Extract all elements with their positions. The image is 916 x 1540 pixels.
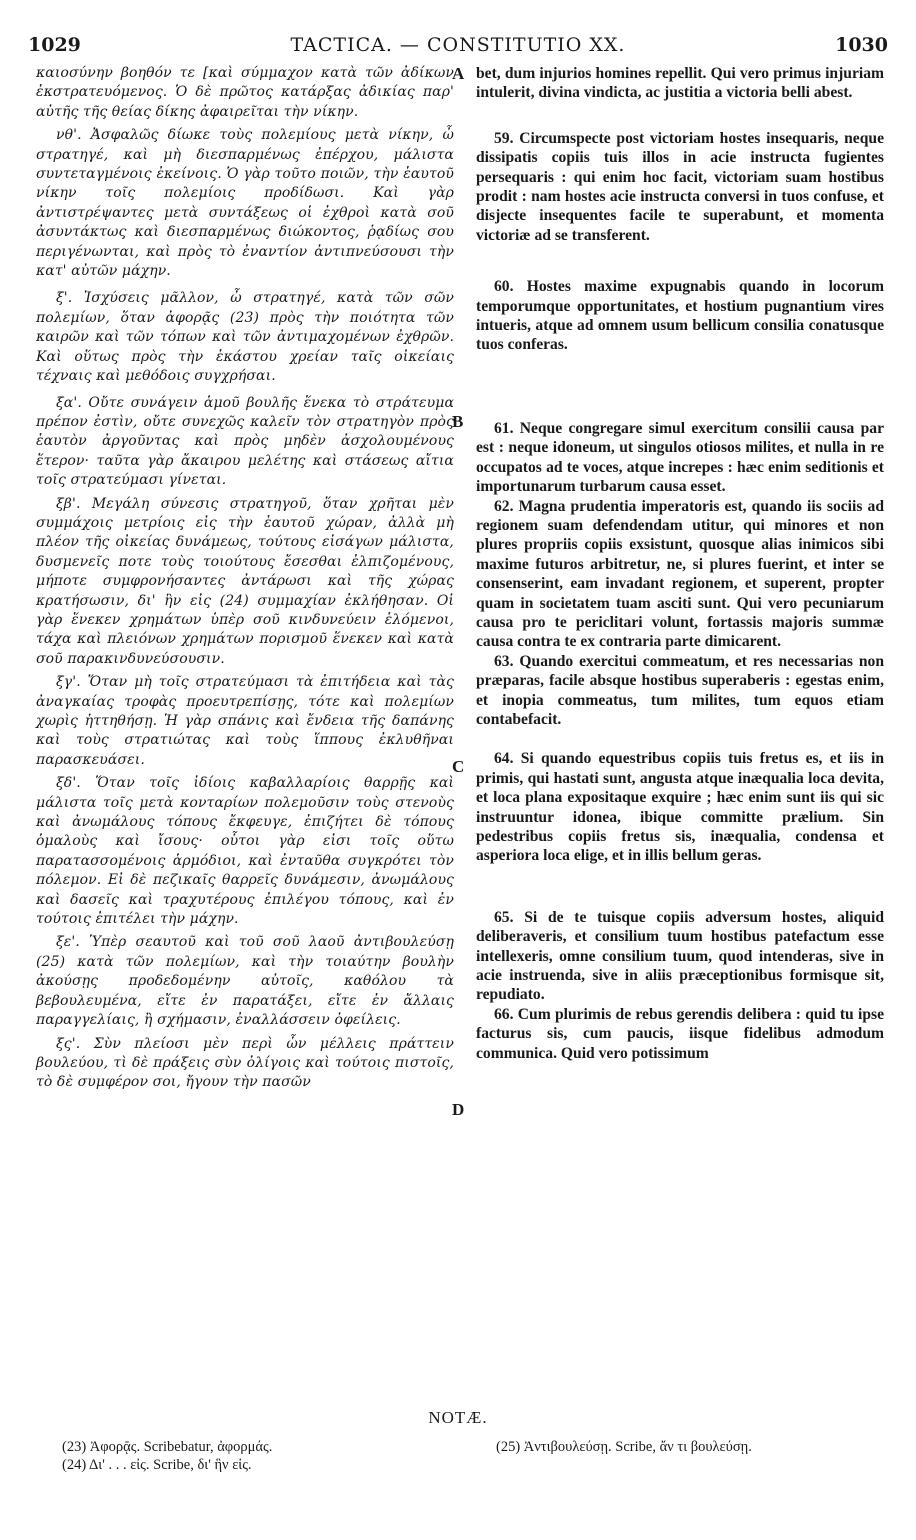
notes-left [62,1438,452,1474]
page-header [28,34,888,58]
note-24: (24) Δι' . . . εἰς. Scribe, δι' ἣν εἰς. [62,1457,252,1473]
margin-marker-c: C [452,757,465,776]
note-23: (23) Ἀφορᾷς. Scribebatur, ἀφορμάς. [62,1439,273,1455]
latin-paragraph-64: 64. Si quando equestribus copiis tuis fretus es, et iis in primis, qui hastati sunt, angusta atque inæqualia loca devita, et loca plana expositaque exquire ; hæc enim sunt iis qui sic instruuntur idonea, ibique committe prælium. Sin pedestribus copiis fretus sis, inæqualia, condensa et asperiora loca elige, et in illis bellum geras. [476,750,884,865]
latin-paragraph-61: 61. Neque congregare simul exercitum consilii causa par est : neque idoneum, ut singulos otiosos milites, et nulla in re occupatos ad te voces, atque increpes : hæc enim seditionis et importunarum turbarum causa esset. [476,419,884,496]
latin-paragraph-65: 65. Si de te tuisque copiis adversum hostes, aliquid deliberaveris, et consilium tuum hostibus patefactum esse intellexeris, omne consilium tuum, quod intenderas, sive in acie instruenda, sive in aliis præceptionibus formisque sit, repudiato. [476,908,884,1004]
latin-paragraph-59: 59. Circumspecte post victoriam hostes insequaris, neque dissipatis copiis tuis illos in acie instructa fugientes persequaris : qui enim hoc facit, victoriam suam hostibus prodit : nam hostes acie instructa conversi in tuos confuse, et disjecte insequentes facile te superabunt, et momenta victoriæ ad se transferent. [476,129,884,244]
latin-paragraph-intro: bet, dum injurios homines repellit. Qui vero primus injuriam intulerit, divina vindicta, ac justitia a victoria belli abest. [476,65,884,102]
greek-paragraph-63: ξγ'. Ὅταν μὴ τοῖς στρατεύμασι τὰ ἐπιτήδεια καὶ τὰς ἀναγκαίας τροφὰς προευτρεπίσῃς, τότε καὶ πολεμίων χωρὶς ἡττηθήσῃ. Ἡ γὰρ σπάνις καὶ ἔνδεια τῆς δαπάνης καὶ τοὺς στρατιώτας καὶ τοὺς ἵππους ἐκλυθῆναι παρασκευάσει. [36,674,454,768]
greek-paragraph-64: ξδ'. Ὅταν τοῖς ἰδίοις καβαλλαρίοις θαρρῇς καὶ μάλιστα τοῖς μετὰ κονταρίων πολεμοῦσιν τοὺς στενοὺς καὶ ἀνωμάλους τόπους ἔκφευγε, ἐπιζήτει δὲ τόπους ὁμαλοὺς καὶ ἴσους· οὗτοι γὰρ εἰσι τοῖς οὕτω παρατασσομένοις ἁρμόδιοι, καὶ ἐνταῦθα συγκρότει τὸν πόλεμον. Εἰ δὲ πεζικαῖς θαρρεῖς δυνάμεσιν, ἀνωμάλους καὶ δασεῖς καὶ τραχυτέρους ἐπιλέγου τόπους, καὶ ἐν τούτοις ἐπιτέλει τὴν μάχην. [36,775,454,928]
greek-paragraph-66: ξς'. Σὺν πλείοσι μὲν περὶ ὧν μέλλεις πράττειν βουλεύου, τὶ δὲ πράξεις σὺν ὀλίγοις καὶ τούτοις πιστοῖς, τὸ δὲ συμφέρον σοι, ἤγουν τὴν πασῶν [36,1035,454,1091]
greek-paragraph-62: ξβ'. Μεγάλη σύνεσις στρατηγοῦ, ὅταν χρῆται μὲν συμμάχοις μετρίοις εἰς τὴν ἑαυτοῦ χώραν, ἀλλὰ μὴ πλέον τῆς οἰκείας δυνάμεως, τούτους εἰσάγων μάλιστα, δυσμενεῖς ποτε τοὺς τοιούτους ἔσεσθαι ἐλπιζομένους, μήποτε συμφρονήσαντες ἀντάρωσι καὶ τῆς χώρας κρατήσωσιν, δι' ἣν εἰς (24) συμμαχίαν ἐκλήθησαν. Οἱ γὰρ ἕνεκεν χρημάτων ὑπὲρ σοῦ κινδυνεύειν ἑλόμενοι, τάχα καὶ πλειόνων χρημάτων πορισμοῦ ἕνεκεν καὶ κατὰ σοῦ παρακινδυνεύσουσιν. [36,495,454,667]
greek-paragraph-61: ξα'. Οὔτε συνάγειν ἁμοῦ βουλῆς ἕνεκα τὸ στράτευμα πρέπον ἐστὶν, οὔτε συνεχῶς καλεῖν τὸν στρατηγὸν πρὸς ἑαυτὸν ἀργοῦντας καὶ πρὸς μηδὲν ἀσχολουμένους ἕτερον· ταῦτα γὰρ ἄκαιρου μελέτης καὶ στάσεως αἴτια τοῖς στρατεύμασι γίνεται. [36,394,454,489]
latin-column [476,64,884,1063]
page-number-left: 1029 [28,34,81,56]
page-number-right: 1030 [835,34,888,56]
greek-column [36,64,454,1093]
latin-paragraph-63: 63. Quando exercitui commeatum, et res necessarias non præparas, facile absque hostibus superaberis : egestas enim, et inopia commeatus, tum milites, tum equos etiam contabefacit. [476,652,884,728]
margin-marker-b: B [452,412,464,431]
greek-paragraph-59: νθ'. Ἀσφαλῶς δίωκε τοὺς πολεμίους μετὰ νίκην, ὦ στρατηγέ, καὶ μὴ διεσπαρμένως ἐπέρχου, μάλιστα συντεταγμένοις ἐκείνοις. Ὁ γὰρ τοῦτο ποιῶν, τὴν ἑαυτοῦ νίκην τοῖς πολεμίοις προδίδωσι. Καὶ γὰρ ἀντιστρέψαντες μετὰ συντάξεως οἱ ἐχθροὶ κατὰ σοῦ ἀσυντάκτως καὶ διεσπαρμένως διώκοντος, ῥᾳδίως σου περιγένωνται, καὶ πρὸς τὸ ἐναντίον ἀντιπνεύσουσι τὴν κατ' αὐτῶν μάχην. [36,127,454,280]
running-title: TACTICA. — CONSTITUTIO XX. [290,34,626,56]
notes-title: NOTÆ. [428,1408,488,1427]
latin-paragraph-66: 66. Cum plurimis de rebus gerendis delibera : quid tu ipse facturus sis, cum paucis, iisque fidelibus admodum communica. Quid vero potissimum [476,1005,884,1062]
margin-marker-a: A [452,64,465,83]
greek-paragraph-intro: καιοσύνην βοηθόν τε [καὶ σύμμαχον κατὰ τῶν ἀδίκων ἐκστρατευόμενος. Ὁ δὲ πρῶτος κατάρξας ἀδικίας παρ' αὐτῆς τῆς θείας δίκης ἀφαιρεῖται τὴν νίκην. [36,65,454,120]
note-25: (25) Ἀντιβουλεύσῃ. Scribe, ἄν τι βουλεύσῃ. [496,1439,752,1455]
margin-marker-d: D [452,1100,465,1119]
greek-paragraph-65: ξε'. Ὑπὲρ σεαυτοῦ καὶ τοῦ σοῦ λαοῦ ἀντιβουλεύσῃ (25) κατὰ τῶν πολεμίων, καὶ τὴν τοιαύτην βουλὴν ἀκούσῃς προδεδομένην αὐτοῖς, καθόλου τὰ βεβουλευμένα, εἴτε ἐν παρατάξει, εἴτε ἐν ἄλλαις παραγγελίαις, ἢ σχήμασιν, ἐναλλάσσειν ὀφείλεις. [36,934,454,1029]
latin-paragraph-60: 60. Hostes maxime expugnabis quando in locorum temporumque opportunitates, et hostium pugnantium vires intueris, atque ad omnem usum bellicum consilia conatusque tuos conferas. [476,278,884,354]
greek-paragraph-60: ξ'. Ἰσχύσεις μᾶλλον, ὦ στρατηγέ, κατὰ τῶν σῶν πολεμίων, ὅταν ἀφορᾷς (23) πρὸς τὴν ποιότητα τῶν καιρῶν καὶ τῶν τόπων καὶ τῶν ἀντιμαχομένων ἐχθρῶν. Καὶ οὕτως πρὸς τὴν ἑκάστου χρείαν ταῖς οἰκείαις τέχναις καὶ μεθόδοις συγχρήσαι. [36,290,454,385]
notes-right [496,1438,896,1456]
latin-paragraph-62: 62. Magna prudentia imperatoris est, quando iis sociis ad regionem suam defendendam utitur, qui minores et non plures propriis copiis exsistunt, quosque alias inimicos sibi maxime futuros arbitretur, ne, si plures fuerint, et inter se consenserint, eam invadant regionem, et superent, propter quam in societatem tuam asciti sunt. Qui vero pecuniarum causa pro te periclitari volunt, fortassis majoris summæ causa contra te ex contraria parte dimicarent. [476,497,884,651]
